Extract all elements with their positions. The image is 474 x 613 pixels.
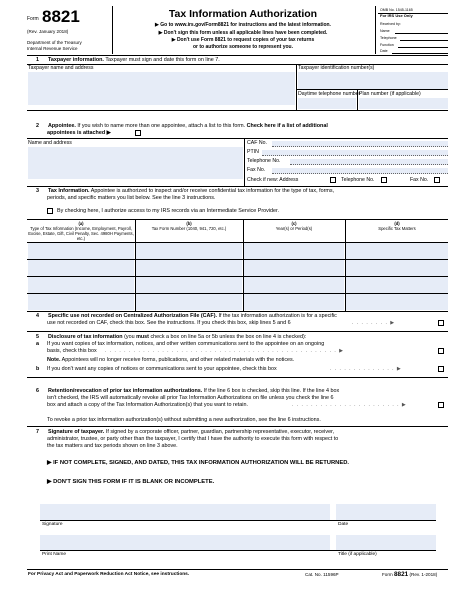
revoke-instructions-text: To revoke a prior tax information authorization(s) without submitting a new authorization, see the line 6 instructions. [47,417,321,423]
footer-form-revision: (Rev. 1-2018) [408,572,438,577]
table-cell-period[interactable] [244,260,344,276]
must-emphasis: must [136,334,149,340]
col-c-header: Year(s) or Period(s) [275,226,313,232]
title-label: Title (if applicable) [338,552,377,557]
daytime-phone-field[interactable] [298,98,356,109]
section-heading: Disclosure of tax information [48,334,123,340]
line-5a-letter: a [36,341,39,347]
section-text: If signed by a corporate officer, partner, guardian, partnership representative, executor, receiver, [104,429,335,435]
section-text-cont-2: box and attach a copy of the Tax Information Authorization(s) that you want to retain. [47,402,248,408]
col-b-letter: (b) [186,221,192,226]
section-text: If you wish to name more than one appointee, attach a list to this form. [75,123,247,129]
print-name-label: Print Name [42,552,66,557]
irs-function-label: Function [380,43,394,47]
col-a-header: Type of Tax Information (Income, Employment, Payroll, Excise, Estate, Gift, Civil Penalty, Sec. 4980H Payments, etc.) [28,226,134,242]
taxpayer-name-label: Taxpayer name and address [28,65,94,71]
line-5a-text: If you want copies of tax information, notices, and other written communications sent to the appointee on an ongoing [47,341,325,347]
irs-use-heading: For IRS Use Only [380,13,413,18]
line-number: 1 [36,57,39,63]
isp-access-label: By checking here, I authorize access to my IRS records via an Intermediate Service Provider. [57,208,280,214]
form-label: Form [27,16,39,22]
table-cell-matters[interactable] [346,243,448,259]
plan-number-field[interactable] [359,98,448,109]
table-cell-type[interactable] [28,243,134,259]
section-heading: Specific use not recorded on Centralized Authorization File (CAF). [48,313,218,319]
line-number: 6 [36,388,39,394]
table-cell-type[interactable] [28,260,134,276]
ongoing-copies-checkbox[interactable] [438,348,444,354]
form-number: 8821 [42,7,80,26]
section-text: Appointee is authorized to inspect and/or receive confidential tax information for the type of tax, forms, [89,188,335,194]
signature-label: Signature [42,522,63,527]
title-field[interactable] [336,535,436,550]
line-5b-letter: b [36,366,40,372]
section-heading: Signature of taxpayer. [48,429,105,435]
section-text-b: check a box on line 5a or 5b unless the box on line 4 is checked): [148,334,307,340]
col-d-letter: (d) [394,221,400,226]
table-cell-type[interactable] [28,277,134,293]
table-cell-period[interactable] [244,294,344,310]
col-d-header: Specific Tax Matters [378,226,416,232]
section-text-bold: Check here if a list of additional [246,123,328,129]
section-text-cont: isn't checked, the IRS will automatically revoke all prior Tax Information Authorizations on file unless you check the line 6 [47,395,334,401]
telephone-label: Telephone No. [247,158,281,164]
line-number: 3 [36,188,39,194]
check-if-new-address-label: Check if new: Address [247,177,299,183]
ptin-label: PTIN [247,149,259,155]
specific-use-checkbox[interactable] [438,320,444,326]
additional-appointees-checkbox[interactable] [135,130,141,136]
table-cell-form[interactable] [136,294,242,310]
privacy-notice: For Privacy Act and Paperwork Reduction Act Notice, see instructions. [28,572,190,577]
catalog-number: Cat. No. 11596P [305,572,339,577]
new-telephone-checkbox[interactable] [381,177,387,183]
instructions-link-line: ▶ Go to www.irs.gov/Form8821 for instructions and the latest information. [155,22,331,28]
section-text-cont: periods, and specific matters you list below. See the line 3 instructions. [47,195,216,201]
omb-number: OMB No. 1545-1165 [380,8,413,12]
table-cell-type[interactable] [28,294,134,310]
section-text: (you [122,334,137,340]
warning-line-1: ▶ Don't sign this form unless all applicable lines have been completed. [158,30,328,36]
note-label: Note. [47,357,61,363]
table-cell-matters[interactable] [346,277,448,293]
section-text-cont: administrator, trustee, or party other than the taxpayer, I certify that I have the authority to execute this form with respect to [47,436,339,442]
table-cell-period[interactable] [244,277,344,293]
appointee-name-label: Name and address [28,140,72,146]
caf-field[interactable] [272,141,448,147]
section-heading: Appointee. [48,123,76,129]
signature-field[interactable] [40,504,330,520]
line-5a-text-cont: basis, check this box [47,348,97,354]
attached-list-text: appointees is attached ▶ [47,130,111,136]
line-number: 5 [36,334,39,340]
table-cell-period[interactable] [244,243,344,259]
section-heading: Tax Information. [48,188,90,194]
table-cell-form[interactable] [136,277,242,293]
fax-label: Fax No. [247,167,266,173]
table-cell-form[interactable] [136,243,242,259]
plan-number-label: Plan number (if applicable) [359,91,421,97]
form-revision: (Rev. January 2018) [27,29,69,34]
new-fax-checkbox[interactable] [434,177,440,183]
department-line: Department of the Treasury [27,40,82,45]
line-5b-text: If you don't want any copies of notices or communications sent to your appointee, check this box [47,366,277,372]
isp-access-checkbox[interactable] [47,208,53,214]
received-by-label: Received by: [380,22,401,26]
signature-date-field[interactable] [336,504,436,520]
irs-name-label: Name [380,29,390,33]
col-a-letter: (a) [78,221,84,226]
footer-form-prefix: Form [382,572,394,577]
section-heading: Retention/revocation of prior tax information authorizations. [48,388,203,394]
table-cell-matters[interactable] [346,260,448,276]
appointee-name-address-field[interactable] [28,147,243,179]
section-text-cont-2: the tax matters and tax periods shown on line 3 above. [47,443,178,449]
new-address-checkbox[interactable] [330,177,336,183]
print-name-field[interactable] [40,535,330,550]
incomplete-warning: ▶ IF NOT COMPLETE, SIGNED, AND DATED, THIS TAX INFORMATION AUTHORIZATION WILL BE RETURNED. [47,460,350,466]
date-label: Date [338,522,349,527]
retain-prior-authorizations-checkbox[interactable] [438,402,444,408]
new-telephone-label: Telephone No. [341,177,375,183]
section-heading: Taxpayer information. [48,57,104,63]
col-c-letter: (c) [291,221,297,226]
fax-field[interactable] [272,168,448,174]
tin-label: Taxpayer identification number(s) [298,65,375,71]
taxpayer-name-address-field[interactable] [28,72,295,105]
col-b-header: Tax Form Number (1040, 941, 720, etc.) [151,226,227,232]
warning-line-3: or to authorize someone to represent you. [192,44,293,50]
no-copies-checkbox[interactable] [438,366,444,372]
irs-date-label: Date [380,49,388,53]
section-text: If the tax information authorization is for a specific [217,313,337,319]
line-number: 4 [36,313,39,319]
daytime-phone-label: Daytime telephone number [298,91,361,97]
blank-warning: ▶ DON'T SIGN THIS FORM IF IT IS BLANK OR INCOMPLETE. [47,479,215,485]
section-text: If the line 6 box is checked, skip this line. If the line 4 box [202,388,340,394]
section-text-cont: use not recorded on CAF, check this box. See the instructions. If you check this box, skip lines 5 and 6 [47,320,291,326]
line-number: 7 [36,429,39,435]
irs-telephone-label: Telephone [380,36,397,40]
footer-form-number: 8821 [394,571,409,578]
telephone-field[interactable] [290,159,448,165]
ptin-field[interactable] [262,150,448,156]
warning-line-2: ▶ Don't use Form 8821 to request copies of your tax returns [171,37,315,43]
note-text: Appointees will no longer receive forms, publications, and other related materials with the notices. [60,357,295,363]
caf-label: CAF No. [247,140,267,146]
form-title: Tax Information Authorization [168,8,318,20]
agency-line: Internal Revenue Service [27,46,78,51]
table-cell-form[interactable] [136,260,242,276]
line-number: 2 [36,123,39,129]
table-cell-matters[interactable] [346,294,448,310]
new-fax-label: Fax No. [410,177,429,183]
section-text: Taxpayer must sign and date this form on line 7. [103,57,220,63]
tin-field[interactable] [298,72,448,89]
